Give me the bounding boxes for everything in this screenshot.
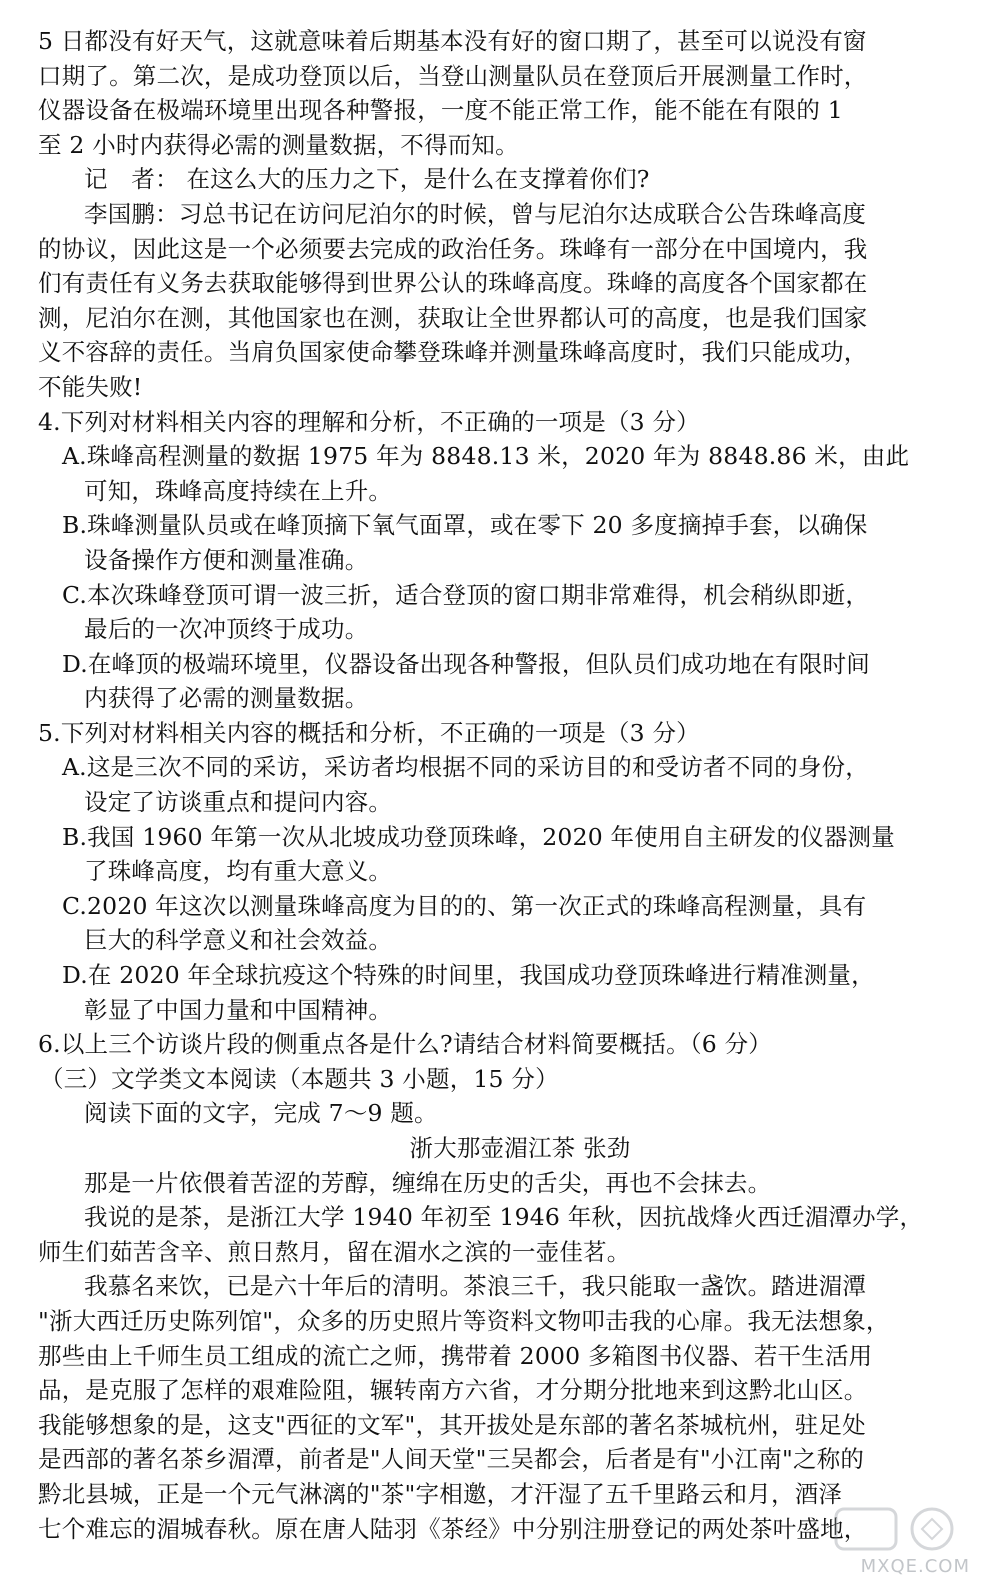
text-line: 不能失败! bbox=[38, 372, 143, 401]
text-line: 6.以上三个访谈片段的侧重点各是什么?请结合材料简要概括。（6 分） bbox=[38, 1030, 772, 1059]
text-line: 5 日都没有好天气，这就意味着后期基本没有好的窗口期了，甚至可以说没有窗 bbox=[38, 27, 867, 55]
text-line: 至 2 小时内获得必需的测量数据，不得而知。 bbox=[38, 130, 519, 159]
text-line: 那是一片依偎着苦涩的芳醇，缠绵在历史的舌尖，再也不会抹去。 bbox=[84, 1168, 772, 1197]
text-line: 那些由上千师生员工组成的流亡之师，携带着 2000 多箱图书仪器、若干生活用 bbox=[38, 1341, 873, 1370]
text-line: 我说的是茶，是浙江大学 1940 年初至 1946 年秋，因抗战烽火西迁湄潭办学， bbox=[84, 1203, 924, 1232]
text-line: 巨大的科学意义和社会效益。 bbox=[84, 926, 393, 955]
text-line: 最后的一次冲顶终于成功。 bbox=[84, 615, 369, 644]
text-line: 们有责任有义务去获取能够得到世界公认的珠峰高度。珠峰的高度各个国家都在 bbox=[38, 269, 868, 298]
text-line: 师生们茹苦含辛、煎日熬月，留在湄水之滨的一壶佳茗。 bbox=[38, 1237, 631, 1266]
text-line: 4.下列对材料相关内容的理解和分析，不正确的一项是（3 分） bbox=[38, 407, 700, 436]
watermark-text: MXQE.COM bbox=[860, 1556, 970, 1577]
text-line: C.2020 年这次以测量珠峰高度为目的的、第一次正式的珠峰高程测量，具有 bbox=[62, 891, 867, 920]
text-line: 记 者： 在这么大的压力之下，是什么在支撑着你们? bbox=[84, 165, 650, 194]
text-line: B.珠峰测量队员或在峰顶摘下氧气面罩，或在零下 20 多度摘掉手套，以确保 bbox=[62, 511, 868, 540]
text-line: 口期了。第二次，是成功登顶以后，当登山测量队员在登顶后开展测量工作时， bbox=[38, 61, 868, 90]
text-line: A.这是三次不同的采访，采访者均根据不同的采访目的和受访者不同的身份， bbox=[62, 753, 869, 782]
text-line: 设定了访谈重点和提问内容。 bbox=[84, 788, 393, 817]
text-line: 我慕名来饮，已是六十年后的清明。茶浪三千，我只能取一盏饮。踏进湄潭 bbox=[84, 1272, 867, 1301]
text-line: 的协议，因此这是一个必须要去完成的政治任务。珠峰有一部分在中国境内，我 bbox=[38, 234, 868, 263]
text-line: 义不容辞的责任。当肩负国家使命攀登珠峰并测量珠峰高度时，我们只能成功， bbox=[38, 338, 868, 367]
text-line: B.我国 1960 年第一次从北坡成功登顶珠峰，2020 年使用自主研发的仪器测量 bbox=[62, 822, 895, 851]
text-line: （三）文学类文本阅读（本题共 3 小题，15 分） bbox=[40, 1064, 559, 1093]
text-line: 黔北县城，正是一个元气淋漓的"茶"字相邀，才汗湿了五千里路云和月，酒泽 bbox=[38, 1479, 843, 1508]
text-line: 彰显了中国力量和中国精神。 bbox=[84, 995, 393, 1024]
text-line: A.珠峰高程测量的数据 1975 年为 8848.13 米，2020 年为 8848.86 米，由此 bbox=[62, 442, 910, 471]
text-line: D.在峰顶的极端环境里，仪器设备出现各种警报，但队员们成功地在有限时间 bbox=[62, 649, 870, 678]
text-line: 内获得了必需的测量数据。 bbox=[84, 684, 369, 713]
text-line: 品，是克服了怎样的艰难险阻，辗转南方六省，才分期分批地来到这黔北山区。 bbox=[38, 1376, 868, 1405]
text-line: C.本次珠峰登顶可谓一波三折，适合登顶的窗口期非常难得，机会稍纵即逝， bbox=[62, 580, 870, 609]
text-line: 李国鹏：习总书记在访问尼泊尔的时候，曾与尼泊尔达成联合公告珠峰高度 bbox=[84, 199, 867, 228]
text-line: 5.下列对材料相关内容的概括和分析，不正确的一项是（3 分） bbox=[38, 718, 700, 747]
text-line: 是西部的著名茶乡湄潭，前者是"人间天堂"三吴都会，后者是有"小江南"之称的 bbox=[38, 1445, 865, 1474]
text-line: 测，尼泊尔在测，其他国家也在测，获取让全世界都认可的高度，也是我们国家 bbox=[38, 303, 868, 332]
text-line: "浙大西迁历史陈列馆"，众多的历史照片等资料文物叩击我的心扉。我无法想象， bbox=[38, 1306, 890, 1335]
text-line: 了珠峰高度，均有重大意义。 bbox=[84, 857, 393, 886]
text-line: 七个难忘的湄城春秋。原在唐人陆羽《茶经》中分别注册登记的两处茶叶盛地， bbox=[38, 1514, 868, 1543]
text-line: 浙大那壶湄江茶 张劲 bbox=[409, 1134, 631, 1162]
text-line: 我能够想象的是，这支"西征的文军"，其开拔处是东部的著名茶城杭州，驻足处 bbox=[38, 1410, 866, 1439]
text-line: D.在 2020 年全球抗疫这个特殊的时间里，我国成功登顶珠峰进行精准测量， bbox=[62, 961, 875, 990]
text-line: 可知，珠峰高度持续在上升。 bbox=[84, 476, 393, 505]
document-page bbox=[38, 24, 962, 1546]
text-line: 仪器设备在极端环境里出现各种警报，一度不能正常工作，能不能在有限的 1 bbox=[38, 96, 843, 125]
text-line: 设备操作方便和测量准确。 bbox=[84, 545, 369, 574]
text-line: 阅读下面的文字，完成 7～9 题。 bbox=[84, 1099, 438, 1128]
